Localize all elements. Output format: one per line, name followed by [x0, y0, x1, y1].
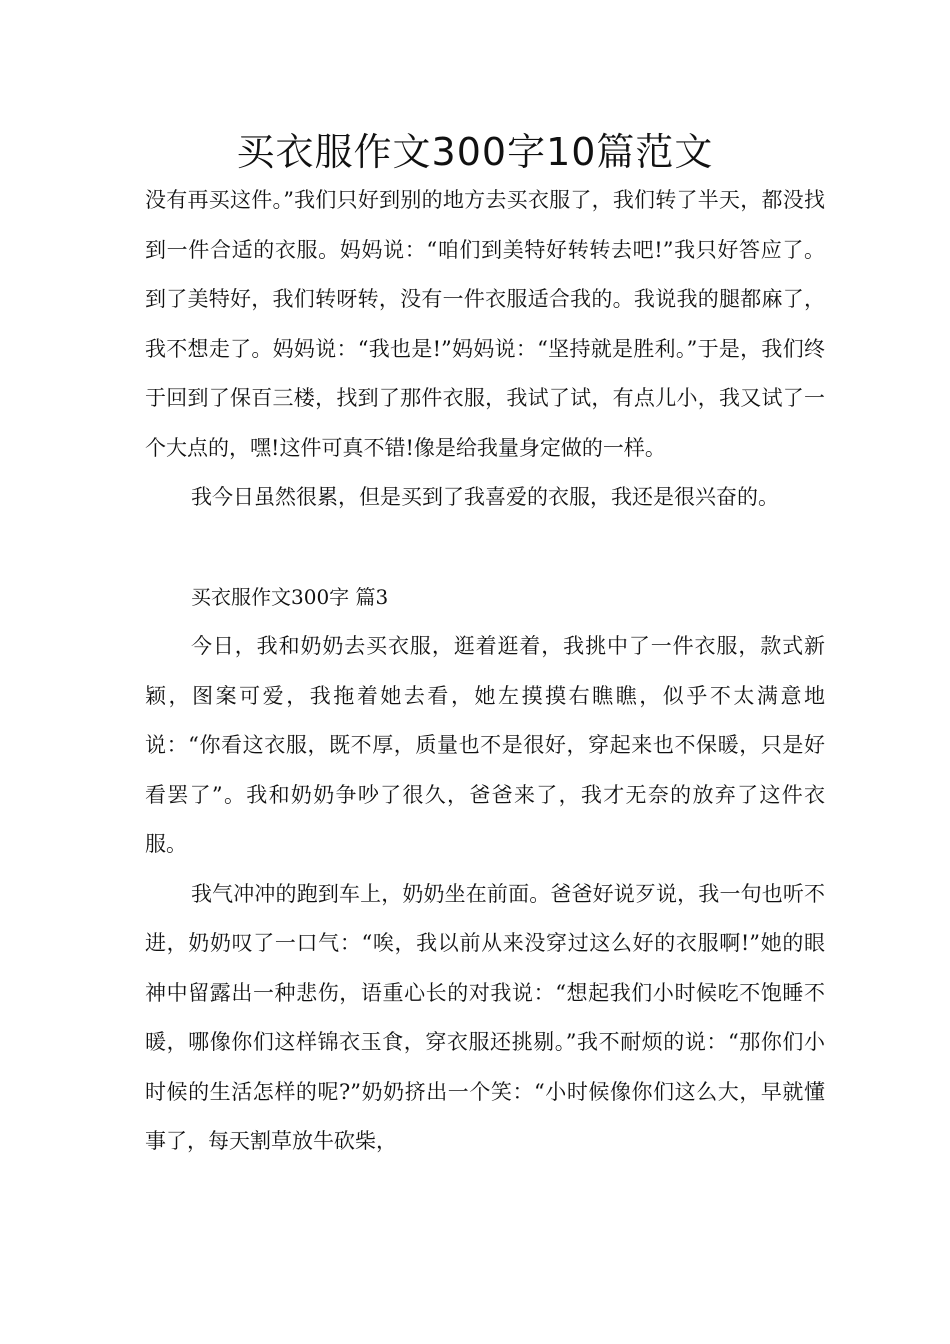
- document-title: 买衣服作文300字10篇范文: [236, 130, 714, 174]
- section-spacer: [145, 523, 825, 573]
- paragraph-continued: 没有再买这件。”我们只好到别的地方去买衣服了，我们转了半天，都没找到一件合适的衣服。妈妈说：“咱们到美特好转转去吧!”我只好答应了。到了美特好，我们转呀转，没有一件衣服适合我的。我说我的腿都麻了，我不想走了。妈妈说：“我也是!”妈妈说：“坚持就是胜利。”于是，我们终于回到了保百三楼，找到了那件衣服，我试了试，有点儿小，我又试了一个大点的，嘿!这件可真不错!像是给我量身定做的一样。: [145, 188, 825, 460]
- document-body: [145, 176, 825, 1167]
- paragraph-section3-1: 今日，我和奶奶去买衣服，逛着逛着，我挑中了一件衣服，款式新颖，图案可爱，我拖着她去看，她左摸摸右瞧瞧，似乎不太满意地说：“你看这衣服，既不厚，质量也不是很好，穿起来也不保暖，只是好看罢了”。我和奶奶争吵了很久，爸爸来了，我才无奈的放弃了这件衣服。: [145, 634, 825, 856]
- paragraph-conclusion: 我今日虽然很累，但是买到了我喜爱的衣服，我还是很兴奋的。: [191, 485, 779, 509]
- paragraph-section3-2: 我气冲冲的跑到车上，奶奶坐在前面。爸爸好说歹说，我一句也听不进，奶奶叹了一口气：“唉，我以前从来没穿过这么好的衣服啊!”她的眼神中留露出一种悲伤，语重心长的对我说：“想起我们小时候吃不饱睡不暖，哪像你们这样锦衣玉食，穿衣服还挑剔。”我不耐烦的说：“那你们小时候的生活怎样的呢?”奶奶挤出一个笑：“小时候像你们这么大，早就懂事了，每天割草放牛砍柴，: [145, 881, 825, 1153]
- section-heading: 买衣服作文300字 篇3: [191, 584, 389, 609]
